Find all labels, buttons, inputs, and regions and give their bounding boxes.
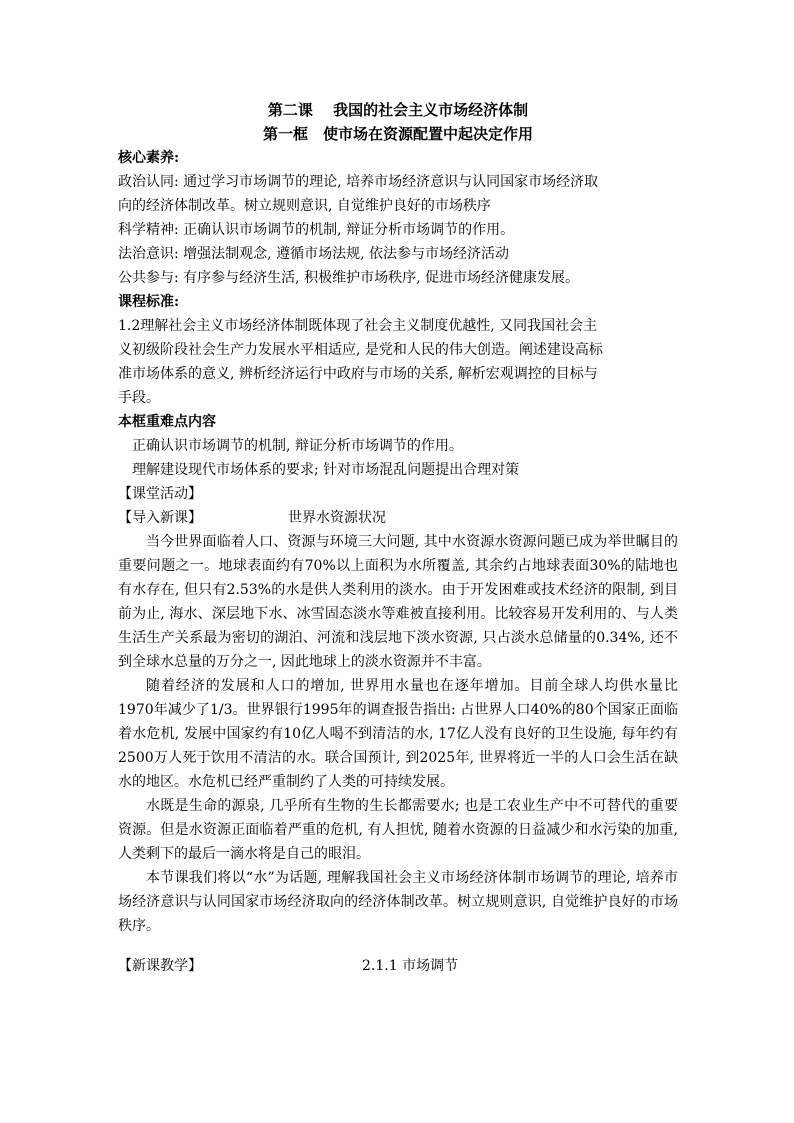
core-literacy-political-cont: 向的经济体制改革。树立规则意识, 自觉维护良好的市场秩序 bbox=[118, 198, 491, 214]
new-lesson-title: 2.1.1 市场调节 bbox=[362, 958, 459, 974]
new-lesson-row bbox=[118, 954, 678, 978]
key-point-1: 正确认识市场调节的机制, 辩证分析市场调节的作用。 bbox=[132, 438, 463, 454]
intro-label: 【导入新课】 bbox=[118, 510, 202, 526]
core-literacy-heading: 核心素养: bbox=[118, 150, 180, 166]
section-title: 第一框 使市场在资源配置中起决定作用 bbox=[262, 125, 533, 143]
key-point-2: 理解建设现代市场体系的要求; 针对市场混乱问题提出合理对策 bbox=[132, 462, 520, 478]
lesson-title: 第二课 我国的社会主义市场经济体制 bbox=[267, 101, 529, 119]
core-literacy-political: 政治认同: 通过学习市场调节的理论, 培养市场经济意识与认同国家市场经济取 bbox=[118, 174, 599, 190]
intro-paragraph-3: 水既是生命的源泉, 几乎所有生物的生长都需要水; 也是工农业生产中不可替代的重要资源。但是水资源正面临着严重的危机, 有人担忧, 随着水资源的日益减少和水污染的加重, 人类剩下的最后一滴水将是自己的眼泪。 bbox=[118, 798, 678, 862]
intro-title: 世界水资源状况 bbox=[288, 510, 386, 526]
document-page bbox=[118, 98, 678, 978]
course-standard-line: 手段。 bbox=[118, 390, 160, 406]
intro-row bbox=[118, 506, 678, 530]
activity-label: 【课堂活动】 bbox=[118, 486, 202, 502]
key-points-heading: 本框重难点内容 bbox=[118, 414, 216, 430]
course-standard-line: 义初级阶段社会生产力发展水平相适应, 是党和人民的伟大创造。阐述建设高标 bbox=[118, 342, 603, 358]
intro-paragraph-4: 本节课我们将以“水”为话题, 理解我国社会主义市场经济体制市场调节的理论, 培养市场经济意识与认同国家市场经济取向的经济体制改革。树立规则意识, 自觉维护良好的市场秩序。 bbox=[118, 870, 678, 934]
course-standard-line: 准市场体系的意义, 辨析经济运行中政府与市场的关系, 解析宏观调控的目标与 bbox=[118, 366, 598, 382]
course-standard-line: 1.2理解社会主义市场经济体制既体现了社会主义制度优越性, 又同我国社会主 bbox=[118, 318, 598, 334]
intro-paragraph-2: 随着经济的发展和人口的增加, 世界用水量也在逐年增加。目前全球人均供水量比1970年减少了1/3。世界银行1995年的调查报告指出: 占世界人口40%的80个国家正面临着水危机, 发展中国家约有10亿人喝不到清洁的水, 17亿人没有良好的卫生设施, 每年约有2500万人死于饮用不清洁的水。联合国预计, 到2025年, 世界将近一半的人口会生活在缺水的地区。水危机已经严重制约了人类的可持续发展。 bbox=[118, 678, 678, 790]
core-literacy-science: 科学精神: 正确认识市场调节的机制, 辩证分析市场调节的作用。 bbox=[118, 222, 515, 238]
new-lesson-label: 【新课教学】 bbox=[118, 958, 202, 974]
core-literacy-law: 法治意识: 增强法制观念, 遵循市场法规, 依法参与市场经济活动 bbox=[118, 246, 509, 262]
core-literacy-public: 公共参与: 有序参与经济生活, 积极维护市场秩序, 促进市场经济健康发展。 bbox=[118, 270, 579, 286]
intro-paragraph-1: 当今世界面临着人口、资源与环境三大问题, 其中水资源水资源问题已成为举世瞩目的重要问题之一。地球表面约有70%以上面积为水所覆盖, 其余约占地球表面30%的陆地也有水存在, 但只有2.53%的水是供人类利用的淡水。由于开发困难或技术经济的限制, 到目前为止, 海水、深层地下水、冰雪固态淡水等难被直接利用。比较容易开发利用的、与人类生活生产关系最为密切的湖泊、河流和浅层地下淡水资源, 只占淡水总储量的0.34%, 还不到全球水总量的万分之一, 因此地球上的淡水资源并不丰富。 bbox=[118, 534, 678, 670]
course-standard-heading: 课程标准: bbox=[118, 294, 180, 310]
